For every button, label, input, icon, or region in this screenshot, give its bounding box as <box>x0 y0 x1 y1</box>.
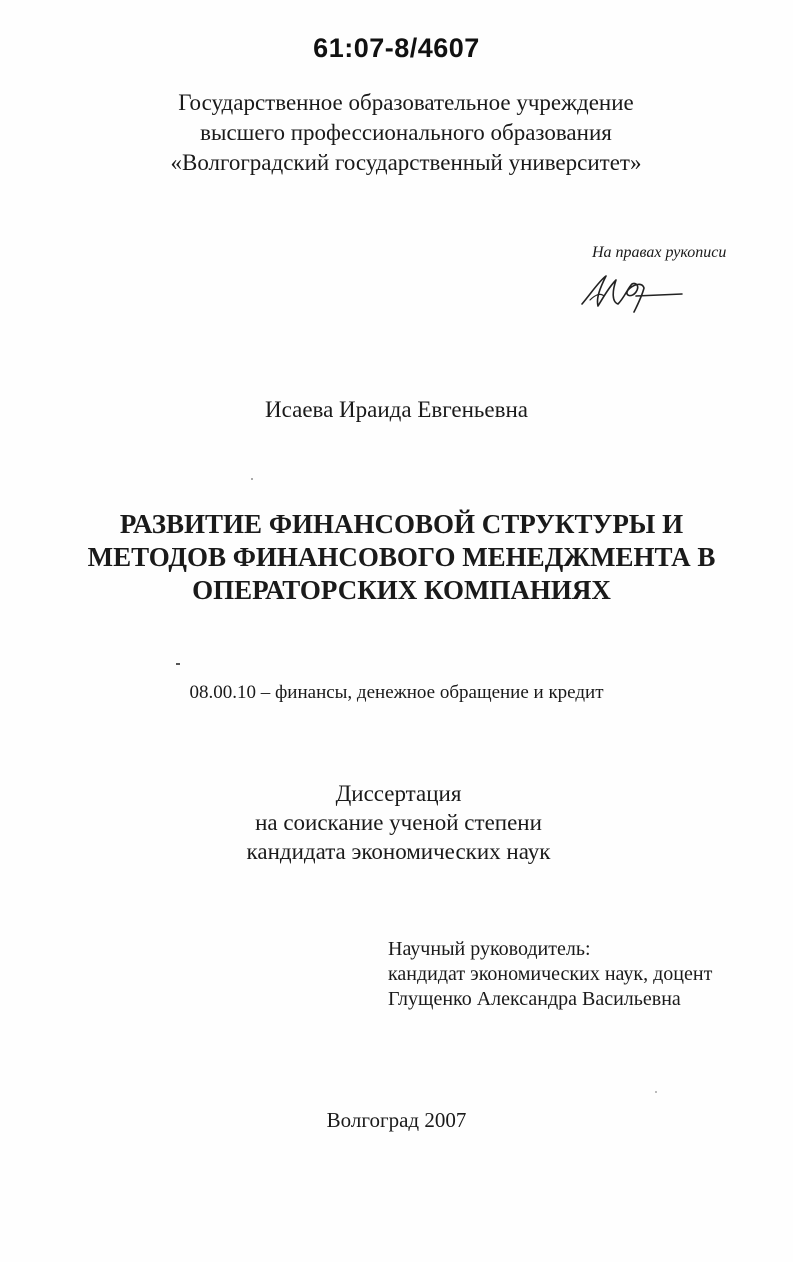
institution-line: высшего профессионального образования <box>200 120 612 145</box>
advisor-line: кандидат экономических наук, доцент <box>388 963 713 985</box>
advisor-line: Глущенко Александра Васильевна <box>388 988 681 1010</box>
institution-line: Государственное образовательное учреждение <box>178 90 634 115</box>
degree-line: Диссертация <box>335 781 462 806</box>
city-year: Волгоград 2007 <box>326 1108 467 1132</box>
institution-line: «Волгоградский государственный университет» <box>170 150 642 175</box>
dissertation-title <box>0 508 793 607</box>
scan-speck <box>176 663 180 665</box>
title-line: МЕТОДОВ ФИНАНСОВОГО МЕНЕДЖМЕНТА В <box>87 542 716 572</box>
rights-note: На правах рукописи <box>592 244 727 261</box>
degree-line: кандидата экономических наук <box>246 839 551 864</box>
advisor-line: Научный руководитель: <box>388 938 591 960</box>
specialty-code: 08.00.10 – финансы, денежное обращение и кредит <box>189 682 604 703</box>
scan-speck <box>655 1091 657 1093</box>
archive-code: 61:07-8/4607 <box>313 33 480 63</box>
advisor-block <box>388 937 712 1012</box>
title-line: ОПЕРАТОРСКИХ КОМПАНИЯХ <box>192 575 611 605</box>
scan-speck <box>251 478 253 480</box>
handwritten-signature <box>578 270 688 316</box>
degree-statement <box>0 779 793 866</box>
author-name: Исаева Ираида Евгеньевна <box>265 397 528 422</box>
degree-line: на соискание ученой степени <box>255 810 542 835</box>
institution-block <box>0 88 793 178</box>
title-line: РАЗВИТИЕ ФИНАНСОВОЙ СТРУКТУРЫ И <box>119 509 684 539</box>
